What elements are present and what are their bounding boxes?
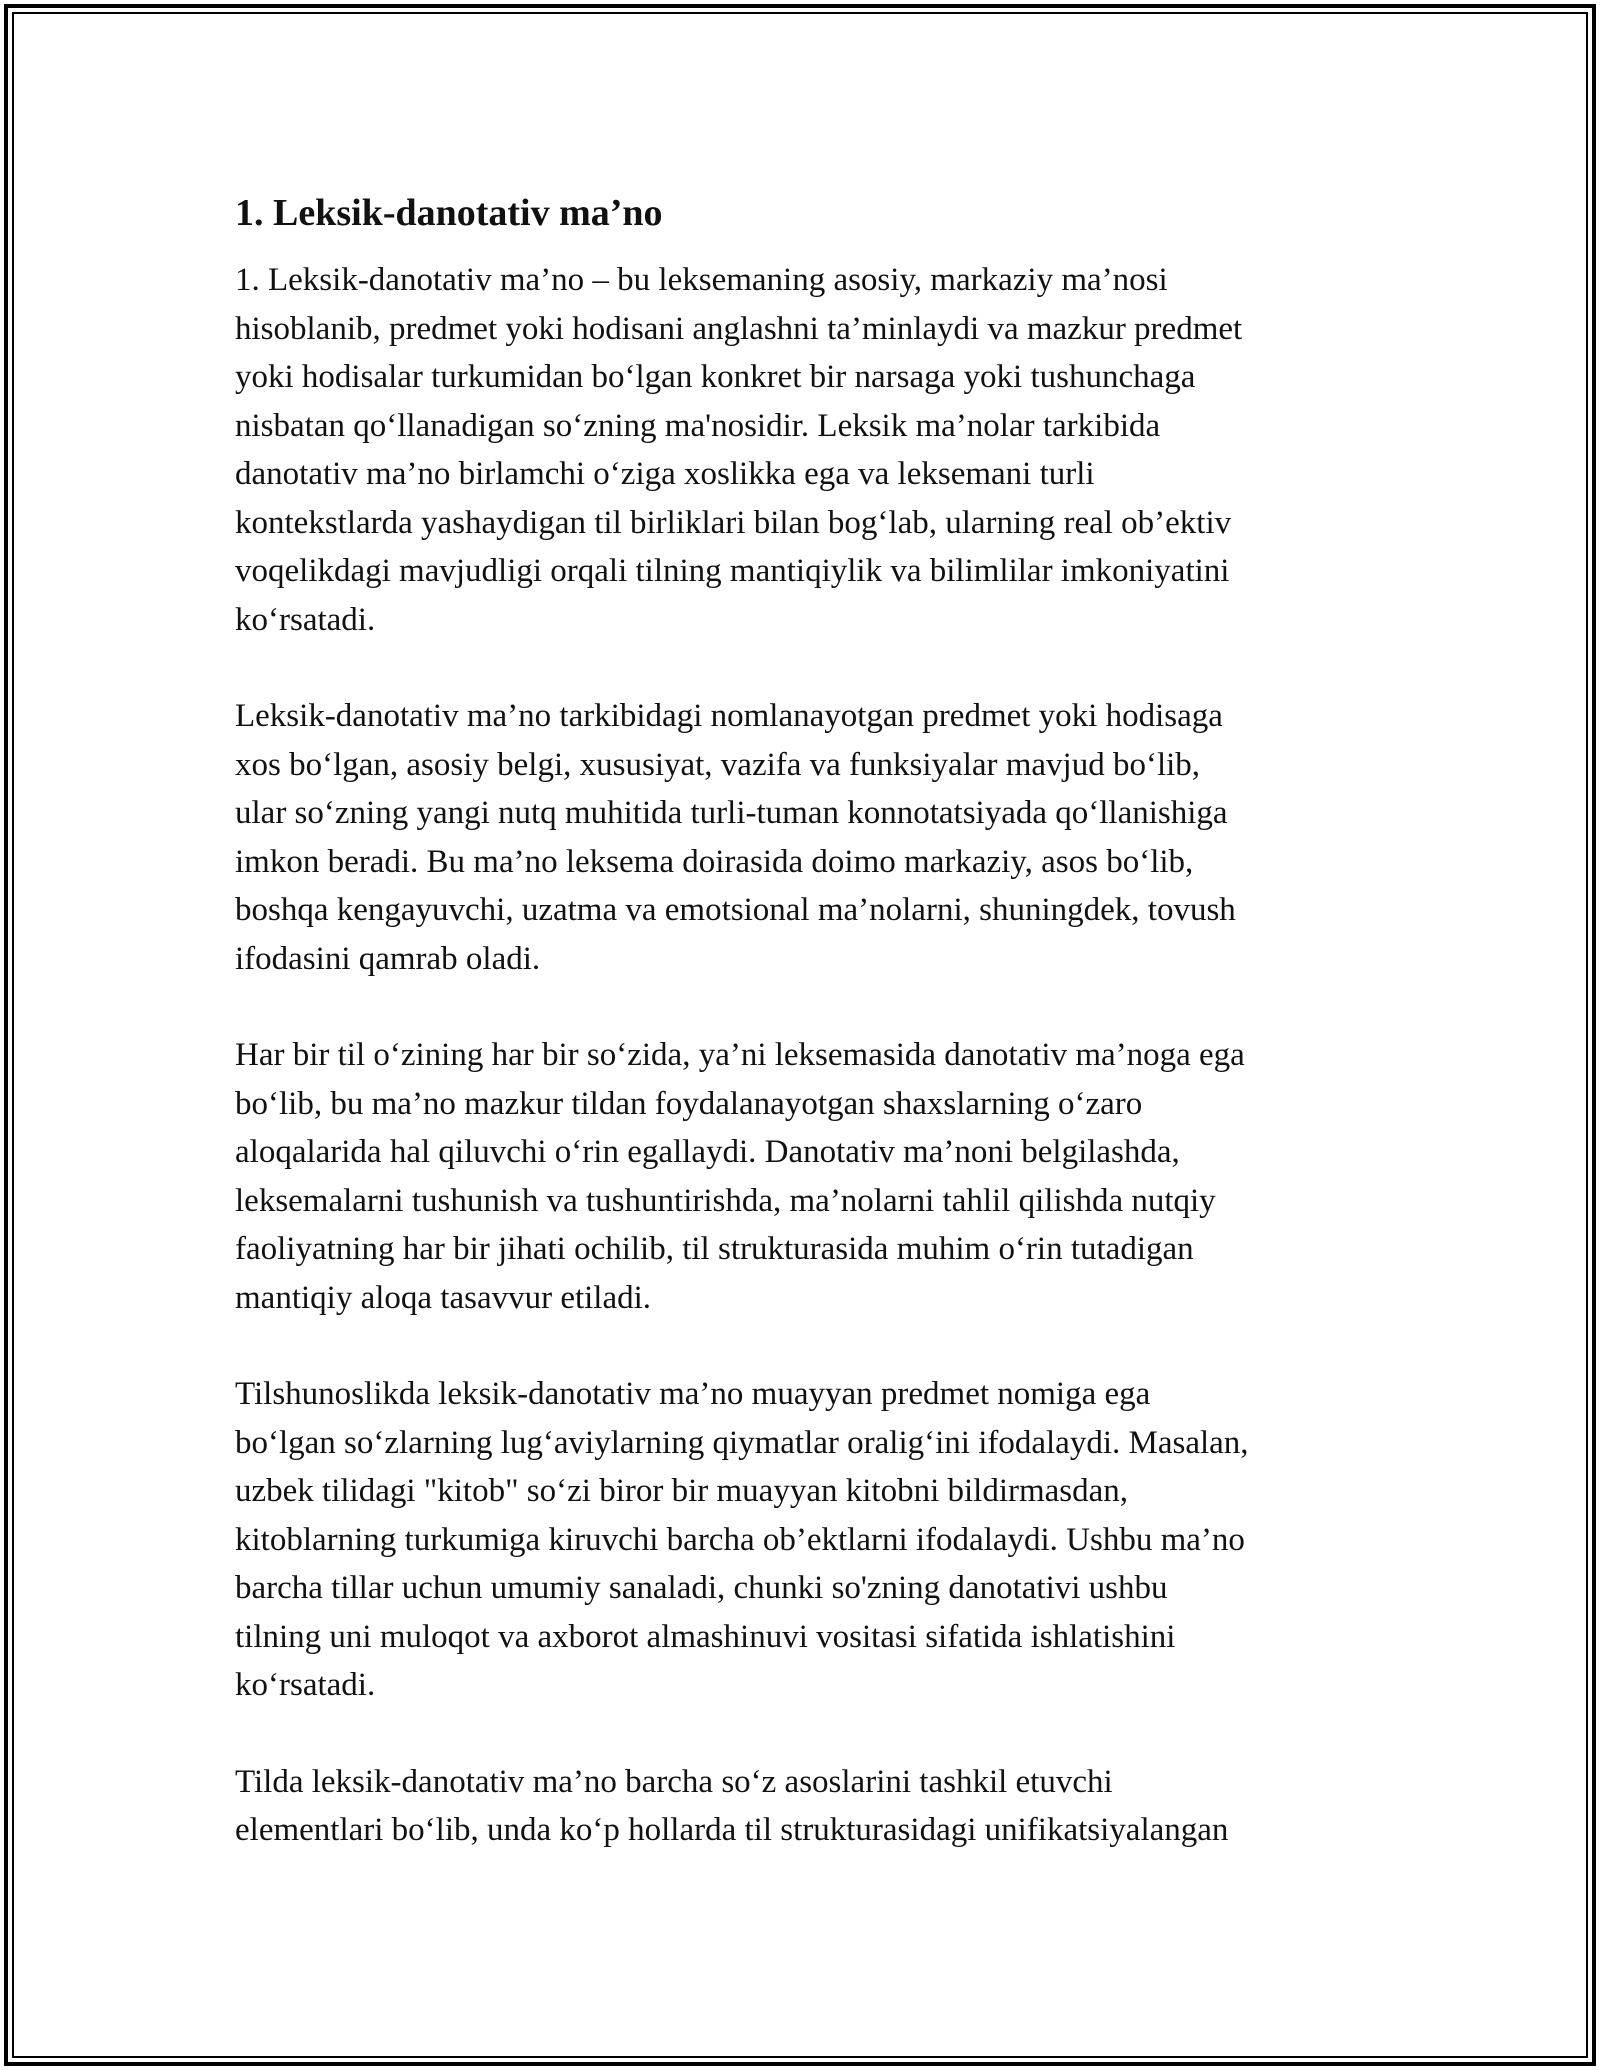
text-line: imkon beradi. Bu ma’no leksema doirasida doimo markaziy, asos bo‘lib,: [235, 843, 1194, 880]
document-body: [235, 186, 1370, 1903]
text-line: bo‘lgan so‘zlarning lug‘aviylarning qiymatlar oralig‘ini ifodalaydi. Masalan,: [235, 1424, 1249, 1461]
text-line: tilning uni muloqot va axborot almashinuvi vositasi sifatida ishlatishini: [235, 1618, 1176, 1655]
text-line: bo‘lib, bu ma’no mazkur tildan foydalanayotgan shaxslarning o‘zaro: [235, 1085, 1143, 1122]
text-line: ular so‘zning yangi nutq muhitida turli-tuman konnotatsiyada qo‘llanishiga: [235, 795, 1228, 831]
text-line: Leksik-danotativ ma’no tarkibidagi nomlanayotgan predmet yoki hodisaga: [235, 698, 1223, 734]
paragraph-4: [235, 1370, 1370, 1710]
text-line: hisoblanib, predmet yoki hodisani anglashni ta’minlaydi va mazkur predmet: [235, 310, 1243, 347]
text-line: Tilshunoslikda leksik-danotativ ma’no muayyan predmet nomiga ega: [235, 1376, 1151, 1412]
paragraph-5: [235, 1758, 1370, 1855]
text-line: barcha tillar uchun umumiy sanaladi, chunki so'zning danotativi ushbu: [235, 1570, 1168, 1606]
text-line: leksemalarni tushunish va tushuntirishda, ma’nolarni tahlil qilishda nutqiy: [235, 1182, 1216, 1219]
paragraph-1: [235, 256, 1370, 644]
paragraph-2: [235, 692, 1370, 983]
text-line: boshqa kengayuvchi, uzatma va emotsional ma’nolarni, shuningdek, tovush: [235, 892, 1236, 928]
text-line: nisbatan qo‘llanadigan so‘zning ma'nosidir. Leksik ma’nolar tarkibida: [235, 407, 1161, 444]
paragraph-3: [235, 1031, 1370, 1322]
text-line: faoliyatning har bir jihati ochilib, til strukturasida muhim o‘rin tutadigan: [235, 1231, 1194, 1267]
text-line: mantiqiy aloqa tasavvur etiladi.: [235, 1279, 652, 1316]
text-line: elementlari bo‘lib, unda ko‘p hollarda til strukturasidagi unifikatsiyalangan: [235, 1812, 1229, 1848]
text-line: yoki hodisalar turkumidan bo‘lgan konkret bir narsaga yoki tushunchaga: [235, 359, 1196, 395]
text-line: kitoblarning turkumiga kiruvchi barcha ob’ektlarni ifodalaydi. Ushbu ma’no: [235, 1521, 1245, 1558]
text-line: xos bo‘lgan, asosiy belgi, xususiyat, vazifa va funksiyalar mavjud bo‘lib,: [235, 746, 1201, 783]
text-line: Tilda leksik-danotativ ma’no barcha so‘z asoslarini tashkil etuvchi: [235, 1763, 1113, 1800]
text-line: ifodasini qamrab oladi.: [235, 940, 541, 977]
text-line: Har bir til o‘zining har bir so‘zida, ya’ni leksemasida danotativ ma’noga ega: [235, 1037, 1245, 1073]
text-line: aloqalarida hal qiluvchi o‘rin egallaydi. Danotativ ma’noni belgilashda,: [235, 1134, 1180, 1170]
text-line: danotativ ma’no birlamchi o‘ziga xoslikka ega va leksemani turli: [235, 456, 1095, 492]
text-line: kontekstlarda yashaydigan til birliklari bilan bog‘lab, ularning real ob’ektiv: [235, 504, 1232, 541]
text-line: uzbek tilidagi "kitob" so‘zi biror bir muayyan kitobni bildirmasdan,: [235, 1473, 1129, 1509]
text-line: voqelikdagi mavjudligi orqali tilning mantiqiylik va bilimlilar imkoniyatini: [235, 553, 1230, 589]
text-line: 1. Leksik-danotativ ma’no – bu leksemaning asosiy, markaziy ma’nosi: [235, 262, 1168, 298]
text-line: ko‘rsatadi.: [235, 1667, 376, 1703]
text-line: ko‘rsatadi.: [235, 601, 376, 638]
section-heading: 1. Leksik-danotativ ma’no: [235, 192, 663, 234]
